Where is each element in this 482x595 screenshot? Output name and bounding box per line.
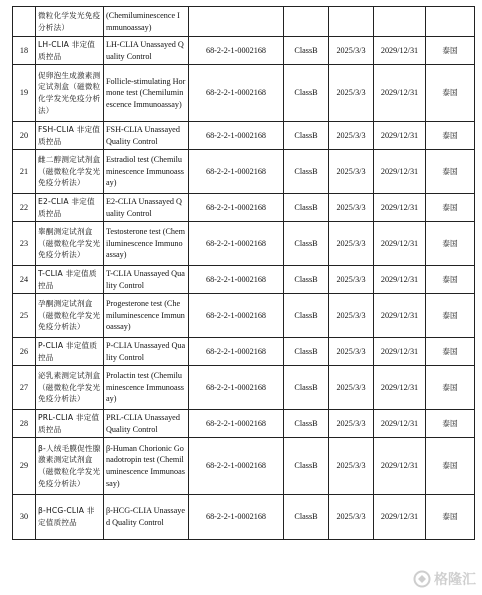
cell-valid-from: 2025/3/3 — [329, 294, 374, 338]
table-row — [13, 194, 475, 222]
cell-row-number: 27 — [13, 366, 36, 410]
cell-country: 泰国 — [426, 65, 475, 122]
cell-product-name-en: FSH-CLIA Unassayed Quality Control — [104, 122, 189, 150]
cell-device-class: ClassB — [284, 222, 329, 266]
cell-product-name-en: Progesterone test (Chemiluminescence Immunoassay) — [104, 294, 189, 338]
cell-row-number: 23 — [13, 222, 36, 266]
cell-product-name-cn: 孕酮测定试剂盒（磁微粒化学发光免疫分析法） — [36, 294, 104, 338]
cell-row-number: 29 — [13, 438, 36, 495]
cell-valid-to: 2029/12/31 — [374, 65, 426, 122]
cell-country: 泰国 — [426, 150, 475, 194]
cell-registration-number: 68-2-2-1-0002168 — [189, 65, 284, 122]
cell-product-name-cn: PRL-CLIA 非定值质控品 — [36, 410, 104, 438]
table-row — [13, 37, 475, 65]
cell-device-class: ClassB — [284, 194, 329, 222]
cell-registration-number: 68-2-2-1-0002168 — [189, 338, 284, 366]
cell-valid-from: 2025/3/3 — [329, 338, 374, 366]
cell-valid-to: 2029/12/31 — [374, 122, 426, 150]
cell-country: 泰国 — [426, 194, 475, 222]
cell-product-name-en: PRL-CLIA Unassayed Quality Control — [104, 410, 189, 438]
cell-registration-number: 68-2-2-1-0002168 — [189, 122, 284, 150]
cell-valid-to: 2029/12/31 — [374, 266, 426, 294]
cell-product-name-en: β-HCG-CLIA Unassayed Quality Control — [104, 495, 189, 540]
cell-row-number: 30 — [13, 495, 36, 540]
cell-row-number: 28 — [13, 410, 36, 438]
cell-row-number: 25 — [13, 294, 36, 338]
watermark-text: 格隆汇 — [434, 572, 476, 588]
cell-valid-from: 2025/3/3 — [329, 222, 374, 266]
cell-valid-to: 2029/12/31 — [374, 194, 426, 222]
table-row — [13, 294, 475, 338]
cell-registration-number: 68-2-2-1-0002168 — [189, 266, 284, 294]
cell-product-name-cn: 促卵泡生成激素测定试剂盒（磁微粒化学发光免疫分析法） — [36, 65, 104, 122]
cell-row-number: 20 — [13, 122, 36, 150]
cell-product-name-en: Estradiol test (Chemiluminescence Immunoassay) — [104, 150, 189, 194]
table-row — [13, 495, 475, 540]
cell-product-name-cn: FSH-CLIA 非定值质控品 — [36, 122, 104, 150]
table-row — [13, 266, 475, 294]
cell-valid-to: 2029/12/31 — [374, 37, 426, 65]
cell-registration-number: 68-2-2-1-0002168 — [189, 150, 284, 194]
cell-product-name-en: Prolactin test (Chemiluminescence Immunoassay) — [104, 366, 189, 410]
cell-valid-from: 2025/3/3 — [329, 37, 374, 65]
table-body — [13, 7, 475, 540]
cell-valid-to: 2029/12/31 — [374, 150, 426, 194]
cell-device-class: ClassB — [284, 294, 329, 338]
cell-product-name-en: T-CLIA Unassayed Quality Control — [104, 266, 189, 294]
cell-row-number: 18 — [13, 37, 36, 65]
cell-product-name-cn: P-CLIA 非定值质控品 — [36, 338, 104, 366]
cell-device-class: ClassB — [284, 65, 329, 122]
cell-device-class: ClassB — [284, 366, 329, 410]
cell-valid-to — [374, 7, 426, 37]
table-row — [13, 222, 475, 266]
table-row — [13, 7, 475, 37]
cell-product-name-en: Follicle-stimulating Hormone test (Chemiluminescence Immunoassay) — [104, 65, 189, 122]
cell-valid-from: 2025/3/3 — [329, 194, 374, 222]
cell-country: 泰国 — [426, 338, 475, 366]
cell-registration-number: 68-2-2-1-0002168 — [189, 37, 284, 65]
cell-device-class: ClassB — [284, 37, 329, 65]
cell-country: 泰国 — [426, 495, 475, 540]
cell-country: 泰国 — [426, 438, 475, 495]
cell-valid-to: 2029/12/31 — [374, 438, 426, 495]
cell-device-class: ClassB — [284, 338, 329, 366]
cell-row-number — [13, 7, 36, 37]
cell-product-name-cn: 泌乳素测定试剂盒（磁微粒化学发光免疫分析法） — [36, 366, 104, 410]
gelonghui-logo-icon — [413, 570, 431, 588]
cell-valid-to: 2029/12/31 — [374, 294, 426, 338]
cell-registration-number: 68-2-2-1-0002168 — [189, 438, 284, 495]
cell-device-class: ClassB — [284, 122, 329, 150]
cell-row-number: 21 — [13, 150, 36, 194]
cell-registration-number: 68-2-2-1-0002168 — [189, 495, 284, 540]
cell-product-name-cn: E2-CLIA 非定值质控品 — [36, 194, 104, 222]
cell-product-name-cn: T-CLIA 非定值质控品 — [36, 266, 104, 294]
table-row — [13, 410, 475, 438]
cell-country: 泰国 — [426, 410, 475, 438]
cell-country: 泰国 — [426, 122, 475, 150]
cell-device-class: ClassB — [284, 495, 329, 540]
cell-product-name-en: β-Human Chorionic Gonadotropin test (Chemiluminescence Immunoassay) — [104, 438, 189, 495]
cell-product-name-cn: β-HCG-CLIA 非定值质控品 — [36, 495, 104, 540]
cell-valid-from: 2025/3/3 — [329, 366, 374, 410]
cell-row-number: 22 — [13, 194, 36, 222]
cell-valid-from: 2025/3/3 — [329, 410, 374, 438]
cell-registration-number: 68-2-2-1-0002168 — [189, 294, 284, 338]
cell-product-name-cn: β-人绒毛膜促性腺激素测定试剂盒（磁微粒化学发光免疫分析法） — [36, 438, 104, 495]
cell-device-class — [284, 7, 329, 37]
table-row — [13, 438, 475, 495]
cell-product-name-en: P-CLIA Unassayed Quality Control — [104, 338, 189, 366]
cell-valid-from: 2025/3/3 — [329, 65, 374, 122]
cell-product-name-cn: 微粒化学发光免疫分析法） — [36, 7, 104, 37]
cell-valid-from: 2025/3/3 — [329, 266, 374, 294]
table-row — [13, 65, 475, 122]
cell-valid-to: 2029/12/31 — [374, 222, 426, 266]
cell-row-number: 19 — [13, 65, 36, 122]
cell-product-name-cn: LH-CLIA 非定值质控品 — [36, 37, 104, 65]
cell-valid-to: 2029/12/31 — [374, 410, 426, 438]
cell-registration-number: 68-2-2-1-0002168 — [189, 410, 284, 438]
cell-registration-number — [189, 7, 284, 37]
cell-product-name-en: Testosterone test (Chemiluminescence Immunoassay) — [104, 222, 189, 266]
cell-registration-number: 68-2-2-1-0002168 — [189, 194, 284, 222]
cell-valid-from: 2025/3/3 — [329, 150, 374, 194]
cell-product-name-en: E2-CLIA Unassayed Quality Control — [104, 194, 189, 222]
table-row — [13, 338, 475, 366]
cell-valid-from: 2025/3/3 — [329, 495, 374, 540]
cell-product-name-cn: 睾酮测定试剂盒（磁微粒化学发光免疫分析法） — [36, 222, 104, 266]
table-row — [13, 150, 475, 194]
cell-registration-number: 68-2-2-1-0002168 — [189, 366, 284, 410]
cell-row-number: 24 — [13, 266, 36, 294]
cell-country: 泰国 — [426, 222, 475, 266]
cell-country: 泰国 — [426, 266, 475, 294]
cell-valid-to: 2029/12/31 — [374, 338, 426, 366]
cell-valid-from — [329, 7, 374, 37]
table-row — [13, 366, 475, 410]
cell-product-name-en: LH-CLIA Unassayed Quality Control — [104, 37, 189, 65]
cell-country: 泰国 — [426, 37, 475, 65]
cell-product-name-en: (Chemiluminescence Immunoassay) — [104, 7, 189, 37]
watermark — [413, 569, 476, 589]
cell-product-name-cn: 雌二醇测定试剂盒（磁微粒化学发光免疫分析法） — [36, 150, 104, 194]
cell-valid-from: 2025/3/3 — [329, 122, 374, 150]
cell-country: 泰国 — [426, 294, 475, 338]
cell-valid-from: 2025/3/3 — [329, 438, 374, 495]
cell-registration-number: 68-2-2-1-0002168 — [189, 222, 284, 266]
cell-device-class: ClassB — [284, 410, 329, 438]
cell-country: 泰国 — [426, 366, 475, 410]
cell-device-class: ClassB — [284, 438, 329, 495]
cell-valid-to: 2029/12/31 — [374, 366, 426, 410]
cell-device-class: ClassB — [284, 150, 329, 194]
cell-country — [426, 7, 475, 37]
table-row — [13, 122, 475, 150]
cell-row-number: 26 — [13, 338, 36, 366]
cell-valid-to: 2029/12/31 — [374, 495, 426, 540]
registration-table — [12, 6, 475, 540]
cell-device-class: ClassB — [284, 266, 329, 294]
